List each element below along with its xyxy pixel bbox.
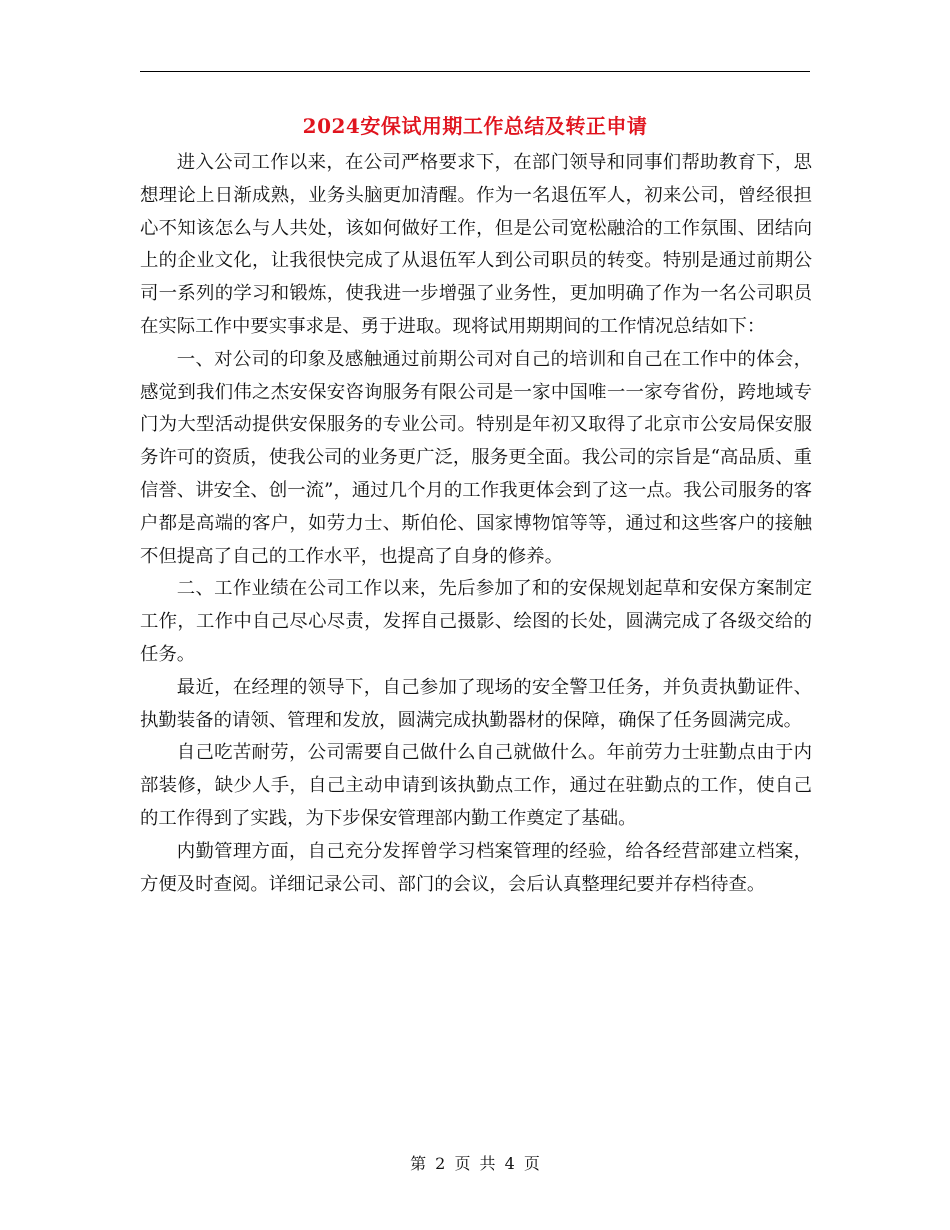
paragraph-recent-task: 最近，在经理的领导下，自己参加了现场的安全警卫任务，并负责执勤证件、执勤装备的请领、管理和发放，圆满完成执勤器材的保障，确保了任务圆满完成。: [140, 676, 812, 731]
document-body: [140, 147, 812, 901]
paragraph-achievements: 二、工作业绩在公司工作以来，先后参加了和的安保规划起草和安保方案制定工作，工作中自己尽心尽责，发挥自己摄影、绘图的长处，圆满完成了各级交给的任务。: [140, 578, 812, 665]
paragraph-impression: 一、对公司的印象及感触通过前期公司对自己的培训和自己在工作中的体会，感觉到我们伟之杰安保安咨询服务有限公司是一家中国唯一一家夸省份，跨地域专门为大型活动提供安保服务的专业公司。特别是年初又取得了北京市公安局保安服务许可的资质，使我公司的业务更广泛，服务更全面。我公司的宗旨是“高品质、重信誉、讲安全、创一流”，通过几个月的工作我更体会到了这一点。我公司服务的客户都是高端的客户，如劳力士、斯伯伦、国家博物馆等等，通过和这些客户的接触不但提高了自己的工作水平，也提高了自身的修养。: [140, 348, 812, 567]
document-title: 2024安保试用期工作总结及转正申请: [302, 114, 648, 138]
page-number-footer: 第 2 页 共 4 页: [410, 1154, 540, 1173]
paragraph-internal-management: 内勤管理方面，自己充分发挥曾学习档案管理的经验，给各经营部建立档案，方便及时查阅。详细记录公司、部门的会议，会后认真整理纪要并存档待查。: [140, 840, 812, 895]
header-rule: [140, 71, 810, 72]
paragraph-hardworking: 自己吃苦耐劳，公司需要自己做什么自己就做什么。年前劳力士驻勤点由于内部装修，缺少人手，自己主动申请到该执勤点工作，通过在驻勤点的工作，使自己的工作得到了实践，为下步保安管理部内勤工作奠定了基础。: [140, 742, 812, 829]
paragraph-intro: 进入公司工作以来，在公司严格要求下，在部门领导和同事们帮助教育下，思想理论上日渐成熟，业务头脑更加清醒。作为一名退伍军人，初来公司，曾经很担心不知该怎么与人共处，该如何做好工作，但是公司宽松融洽的工作氛围、团结向上的企业文化，让我很快完成了从退伍军人到公司职员的转变。特别是通过前期公司一系列的学习和锻炼，使我进一步增强了业务性，更加明确了作为一名公司职员在实际工作中要实事求是、勇于进取。现将试用期期间的工作情况总结如下：: [140, 152, 812, 337]
